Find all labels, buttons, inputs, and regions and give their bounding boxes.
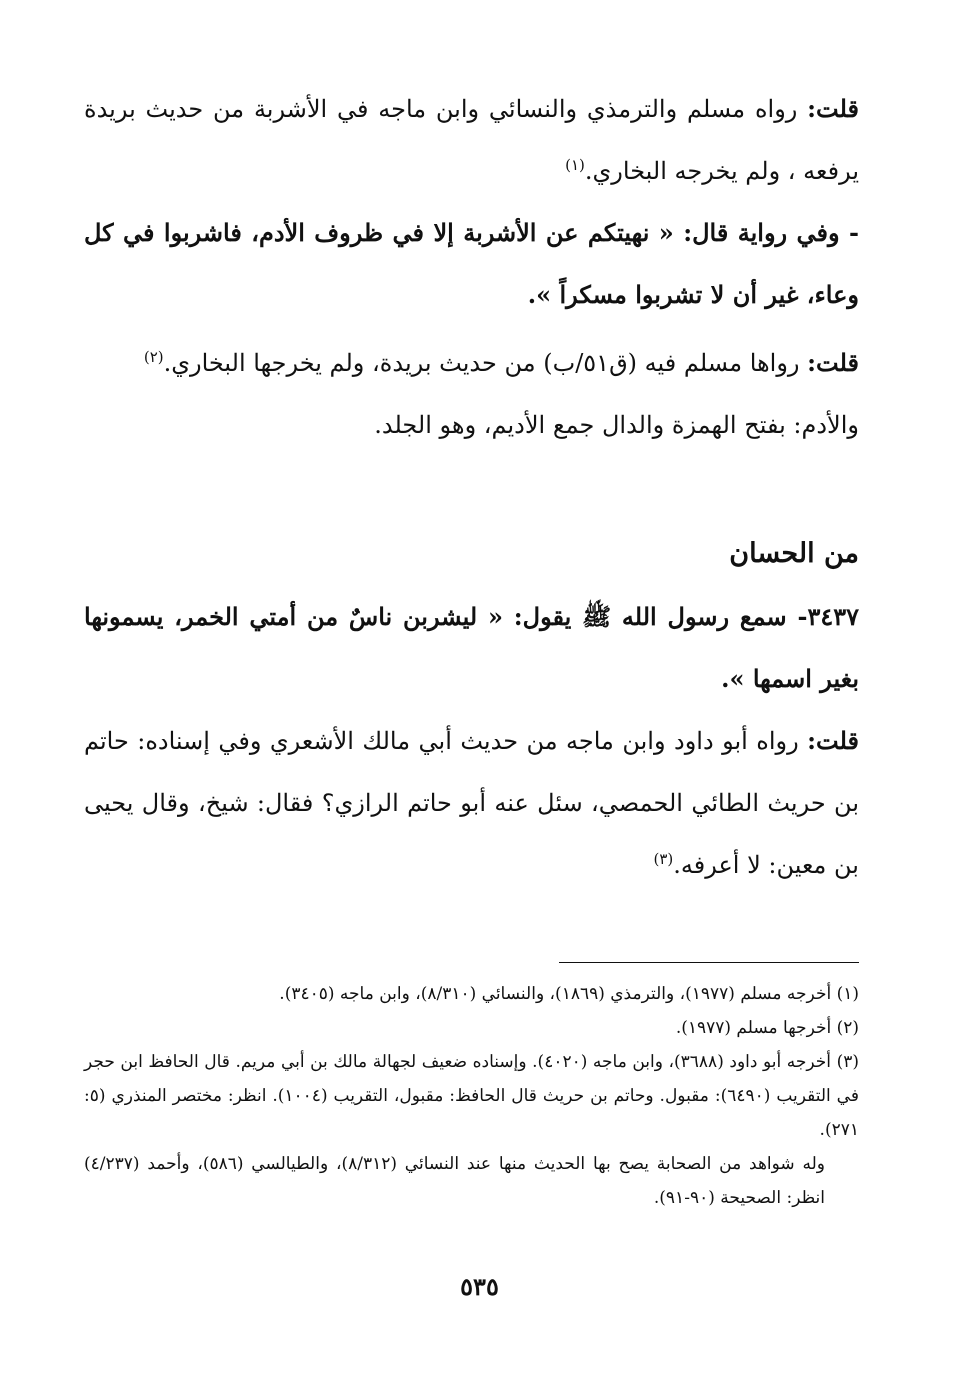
- footnotes-section: [84, 962, 859, 1215]
- paragraph-3: [84, 332, 859, 394]
- footnote-2: (٢) أخرجها مسلم (١٩٧٧).: [675, 1018, 859, 1038]
- paragraph-text: رواه مسلم والترمذي والنسائي وابن ماجه في الأشربة من حديث بريدة يرفعه ، ولم يخرجه البخاري.: [84, 95, 859, 185]
- footnote-marker-1[interactable]: (١): [565, 156, 585, 174]
- footnote-3: (٣) أخرجه أبو داود (٣٦٨٨)، وابن ماجه (٤٠٢٠). وإسناده ضعيف لجهالة مالك بن أبي مريم. قال الحافظ ابن حجر في التقريب (٦٤٩٠): مقبول. وحاتم بن حريث قال الحافظ: مقبول، التقريب (١٠٠٤). انظر: مختصر المنذري (٥: ٢٧١).: [84, 1052, 859, 1140]
- footnote-1: (١) أخرجه مسلم (١٩٧٧)، والترمذي (١٨٦٩)، والنسائي (٨/٣١٠)، وابن ماجه (٣٤٠٥).: [279, 984, 859, 1004]
- footnote-marker-2[interactable]: (٢): [143, 348, 164, 366]
- paragraph-lead: قلت:: [807, 726, 859, 755]
- footnote-3-continued: وله شواهد من الصحابة يصح بها الحديث منها عند النسائي (٨/٣١٢)، والطيالسي (٥٨٦)، وأحمد (٤/٢٣٧) انظر: الصحيحة (٩٠-٩١).: [84, 1154, 825, 1208]
- paragraph-text: رواها مسلم فيه (ق٥١/ب) من حديث بريدة، ولم يخرجها البخاري.: [163, 349, 808, 377]
- paragraph-6: [84, 710, 859, 896]
- paragraph-2-narration: - وفي رواية قال: « نهيتكم عن الأشربة إلا في ظروف الأدم، فاشربوا في كل وعاء، غير أن لا تشربوا مسكراً ».: [84, 218, 859, 309]
- hadith-3437: ٣٤٣٧- سمع رسول الله ﷺ يقول: « ليشربن ناسٌ من أمتي الخمر، يسمونها بغير اسمها ».: [84, 602, 859, 693]
- section-heading: من الحسان: [729, 538, 859, 569]
- footnote-separator: [559, 962, 859, 963]
- page-number: ٥٣٥: [460, 1272, 499, 1301]
- paragraph-lead: قلت:: [807, 94, 859, 123]
- paragraph-text: رواه أبو داود وابن ماجه من حديث أبي مالك الأشعري وفي إسناده: حاتم بن حريث الطائي الحمصي، سئل عنه أبو حاتم الرازي؟ فقال: شيخ، وقال يحيى بن معين: لا أعرفه.: [84, 727, 859, 879]
- paragraph-1: [84, 78, 859, 202]
- paragraph-4: والأدم: بفتح الهمزة والدال جمع الأديم، وهو الجلد.: [374, 411, 859, 439]
- paragraph-lead: قلت:: [807, 348, 859, 377]
- main-text: [84, 78, 859, 896]
- footnote-marker-3[interactable]: (٣): [653, 850, 674, 868]
